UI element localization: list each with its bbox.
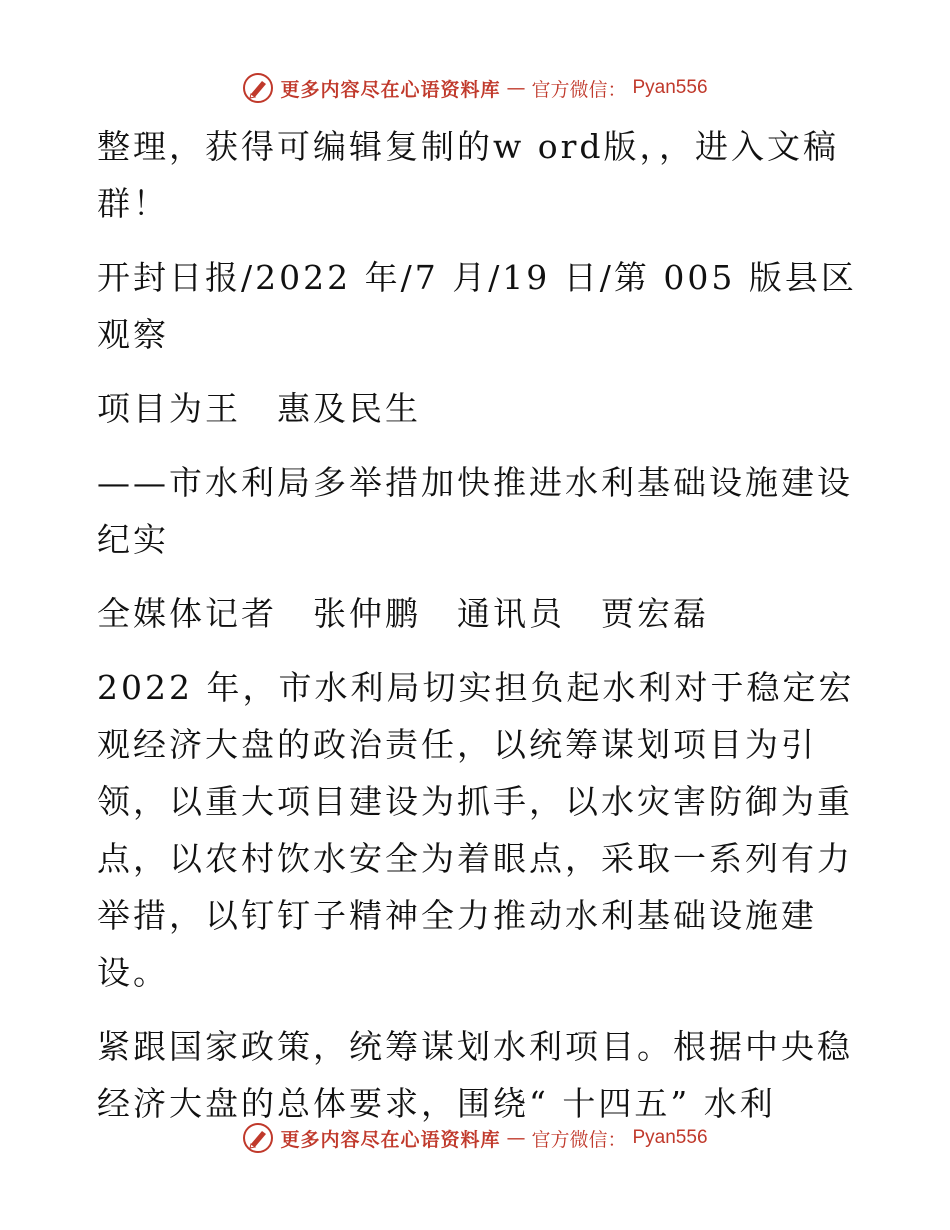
banner-separator: — — [506, 77, 526, 99]
paragraph-body-2: 紧跟国家政策，统筹谋划水利项目。根据中央稳经济大盘的总体要求，围绕“ 十四五” 水利 — [97, 1027, 853, 1123]
banner-separator: — — [506, 1127, 526, 1149]
banner-wechat-id: Pyan556 — [632, 1127, 708, 1148]
pen-logo-icon — [242, 1122, 274, 1154]
paragraph-intro: 整理，获得可编辑复制的w ord版，，进入文稿群！ — [97, 127, 840, 223]
document-body — [97, 118, 857, 1149]
banner-main-text: 更多内容尽在心语资料库 — [280, 78, 501, 101]
paragraph-source: 开封日报/2022 年/7 月/19 日/第 005 版县区观察 — [97, 258, 857, 354]
banner-label: 官方微信： — [531, 78, 627, 101]
banner-label: 官方微信： — [531, 1128, 627, 1151]
article-byline: 全媒体记者 张仲鹏 通讯员 贾宏磊 — [97, 594, 709, 633]
banner-main-text: 更多内容尽在心语资料库 — [280, 1128, 501, 1151]
pen-logo-icon — [242, 72, 274, 104]
banner-wechat-id: Pyan556 — [632, 77, 708, 98]
footer-banner — [0, 1122, 950, 1154]
header-banner — [0, 72, 950, 104]
article-title: 项目为王 惠及民生 — [97, 389, 421, 428]
article-subtitle: ——市水利局多举措加快推进水利基础设施建设纪实 — [97, 463, 853, 559]
paragraph-body-1: 2022 年，市水利局切实担负起水利对于稳定宏观经济大盘的政治责任，以统筹谋划项目为引领，以重大项目建设为抓手，以水灾害防御为重点，以农村饮水安全为着眼点，采取一系列有力举措，以钉钉子精神全力推动水利基础设施建设。 — [97, 668, 855, 992]
